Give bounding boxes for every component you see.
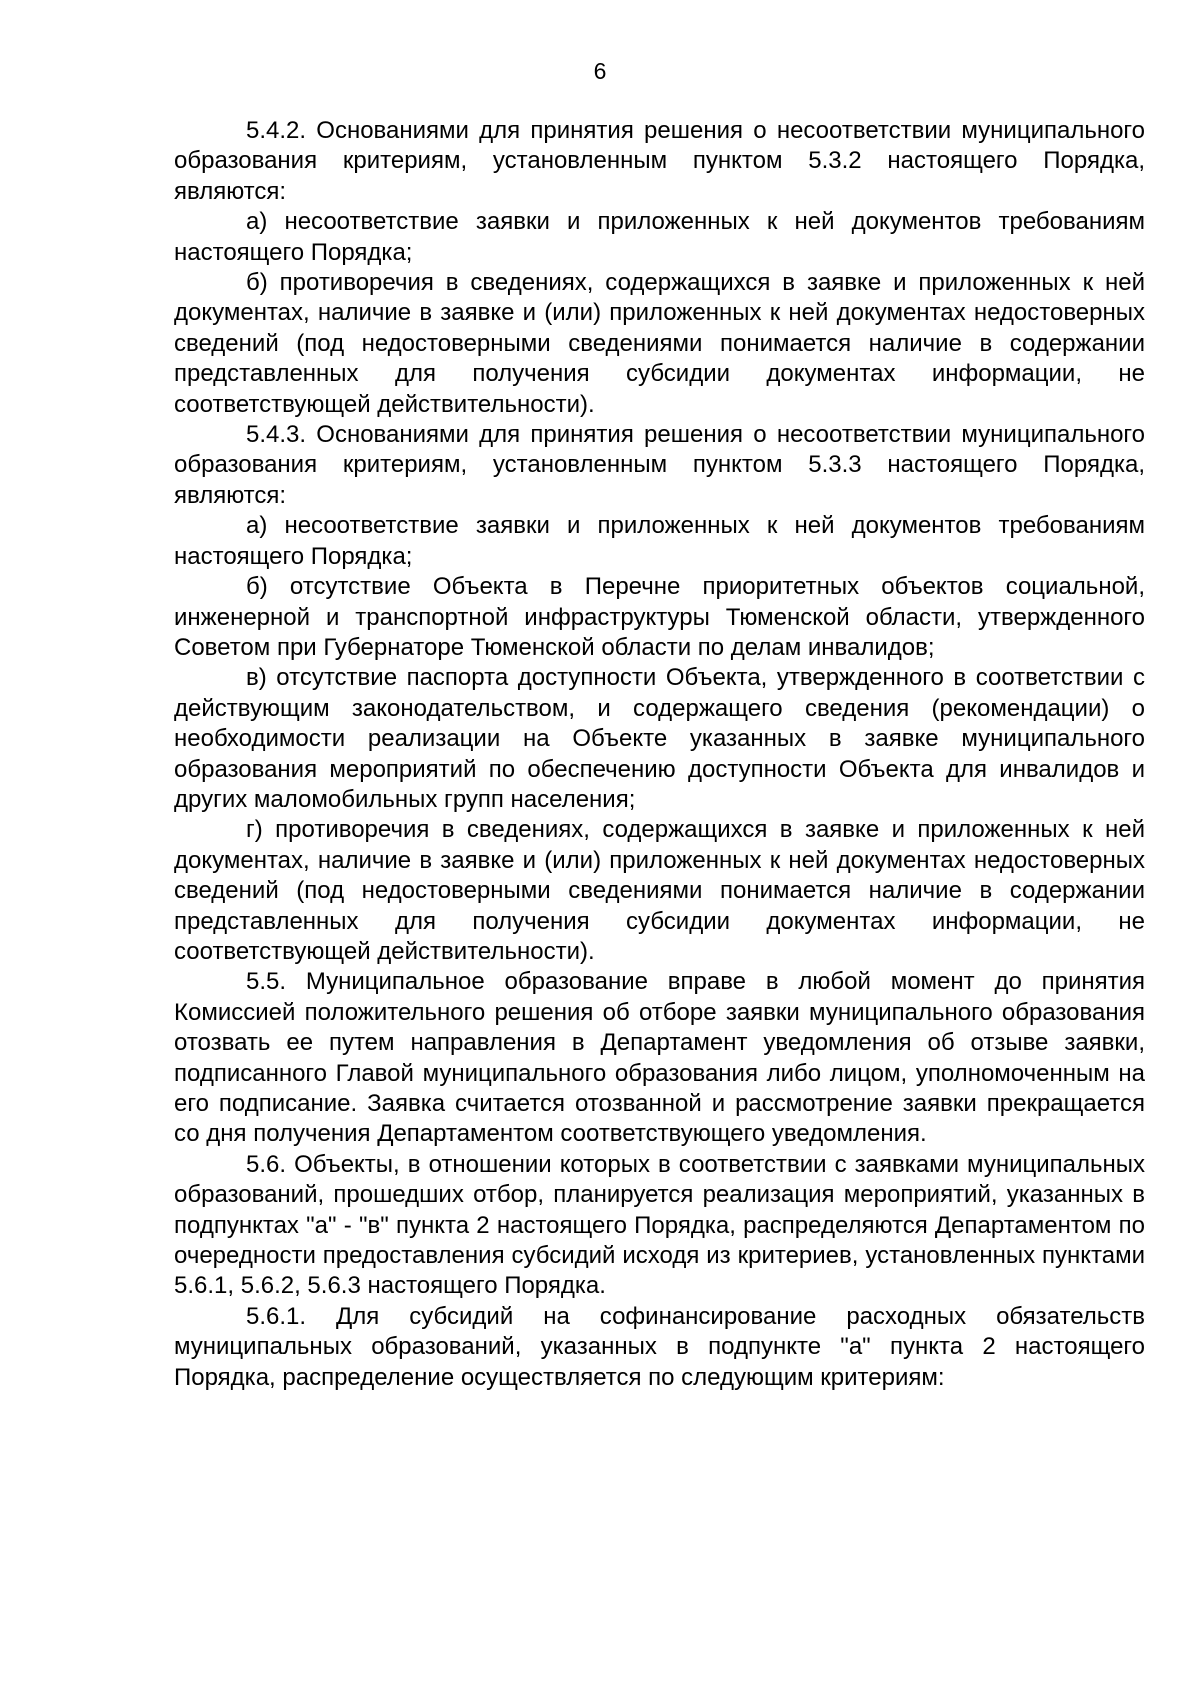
paragraph-5-4-3-a: а) несоответствие заявки и приложенных к ней документов требованиям настоящего Порядка; (174, 512, 1145, 570)
document-body (174, 116, 1145, 1393)
paragraph-5-4-2-b: б) противоречия в сведениях, содержащихся в заявке и приложенных к ней документах, наличие в заявке и (или) приложенных к ней документах недостоверных сведений (под недостоверными сведениями понимается наличие в содержании представленных для получения субсидии документах информации, не соответствующей действительности). (174, 269, 1145, 418)
page-number: 6 (593, 58, 607, 84)
paragraph-5-4-2-a: а) несоответствие заявки и приложенных к ней документов требованиям настоящего Порядка; (174, 208, 1145, 266)
paragraph-5-6-1: 5.6.1. Для субсидий на софинансирование расходных обязательств муниципальных образований, указанных в подпункте "а" пункта 2 настоящего Порядка, распределение осуществляется по следующим критериям: (174, 1302, 1145, 1391)
paragraph-5-4-3-b: б) отсутствие Объекта в Перечне приоритетных объектов социальной, инженерной и транспортной инфраструктуры Тюменской области, утвержденного Советом при Губернаторе Тюменской области по делам инвалидов; (174, 573, 1145, 661)
paragraph-5-4-3-g: г) противоречия в сведениях, содержащихся в заявке и приложенных к ней документах, наличие в заявке и (или) приложенных к ней документах недостоверных сведений (под недостоверными сведениями понимается наличие в содержании представленных для получения субсидии документах информации, не соответствующей действительности). (174, 816, 1145, 965)
paragraph-5-5: 5.5. Муниципальное образование вправе в любой момент до принятия Комиссией положительного решения об отборе заявки муниципального образования отозвать ее путем направления в Департамент уведомления об отзыве заявки, подписанного Главой муниципального образования либо лицом, уполномоченным на его подписание. Заявка считается отозванной и рассмотрение заявки прекращается со дня получения Департаментом соответствующего уведомления. (174, 968, 1145, 1148)
paragraph-5-4-2: 5.4.2. Основаниями для принятия решения о несоответствии муниципального образования критериям, установленным пунктом 5.3.2 настоящего Порядка, являются: (174, 117, 1145, 205)
paragraph-5-4-3: 5.4.3. Основаниями для принятия решения о несоответствии муниципального образования критериям, установленным пунктом 5.3.3 настоящего Порядка, являются: (174, 421, 1145, 509)
paragraph-5-4-3-v: в) отсутствие паспорта доступности Объекта, утвержденного в соответствии с действующим законодательством, и содержащего сведения (рекомендации) о необходимости реализации на Объекте указанных в заявке муниципального образования мероприятий по обеспечению доступности Объекта для инвалидов и других маломобильных групп населения; (174, 664, 1145, 813)
paragraph-5-6: 5.6. Объекты, в отношении которых в соответствии с заявками муниципальных образований, прошедших отбор, планируется реализация мероприятий, указанных в подпунктах "а" - "в" пункта 2 настоящего Порядка, распределяются Департаментом по очередности предоставления субсидий исходя из критериев, установленных пунктами 5.6.1, 5.6.2, 5.6.3 настоящего Порядка. (174, 1150, 1145, 1300)
